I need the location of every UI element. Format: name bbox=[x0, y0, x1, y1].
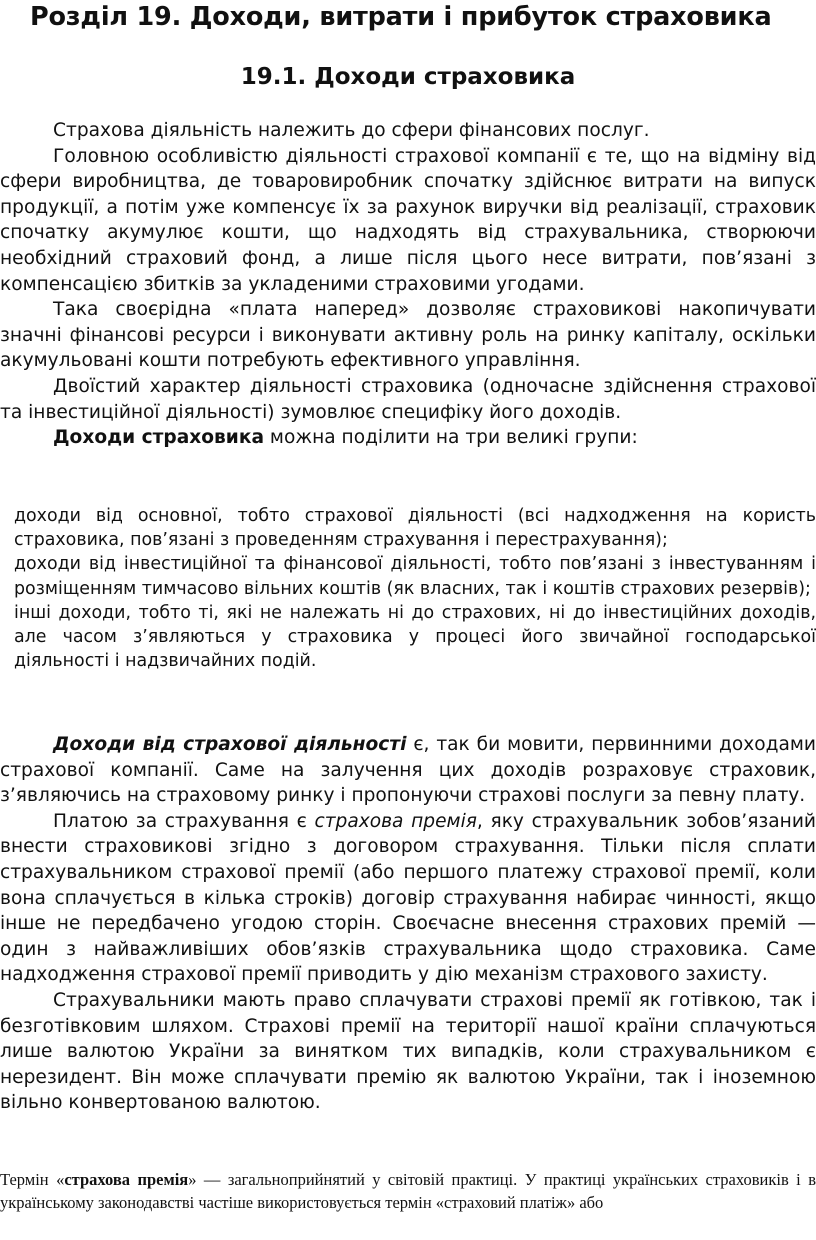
chapter-title: Розділ 19. Доходи, витрати і прибуток страховика bbox=[30, 2, 772, 32]
payment-paragraph: Страхувальники мають право сплачувати страхові премії як готівкою, так і безготівковим шляхом. Страхові премії на території нашої країни сплачуються лише валютою України за винятком тих випадків, коли страхувальником є нерезидент. Він може сплачувати премію як валютою України, так і іноземною вільно конвертованою валютою. bbox=[0, 989, 816, 1114]
groups-intro bbox=[0, 425, 816, 451]
income-groups-list bbox=[14, 504, 816, 673]
insurance-income-term: Доходи від страхової діяльності bbox=[53, 734, 407, 755]
paragraph: Така своєрідна «плата наперед» дозволяє страховикові накопичувати значні фінансові ресурси і виконувати активну роль на ринку капіталу, оскільки акумульовані кошти потребують ефективного управління. bbox=[0, 299, 816, 372]
groups-intro-bold: Доходи страховика bbox=[53, 427, 265, 449]
list-item: доходи від основної, тобто страхової діяльності (всі надходження на користь страховика, пов’язані з проведенням страхування і перестрахування); bbox=[14, 506, 816, 551]
groups-intro-rest: можна поділити на три великі групи: bbox=[264, 427, 638, 449]
intro-text bbox=[0, 118, 816, 451]
footnote-after: » — загальноприйнятий у світовій практиці. У практиці українських страховиків і в українському законодавстві частіше використовується термін «страховий платіж» або bbox=[0, 1170, 816, 1212]
premium-paragraph bbox=[0, 809, 816, 988]
premium-before: Платою за страхування є bbox=[53, 810, 315, 832]
section-title: 19.1. Доходи страховика bbox=[240, 64, 576, 90]
footnote-before: Термін « bbox=[0, 1170, 65, 1189]
paragraph: Головною особливістю діяльності страхової компанії є те, що на відміну від сфери виробництва, де товаровиробник спочатку здійснює витрати на випуск продукції, а потім уже компенсує їх за рахунок виручки від реалізації, страховик спочатку акумулює кошти, що надходять від страхувальника, створюючи необхідний страховий фонд, а лише після цього несе витрати, пов’язані з компенсацією збитків за укладеними страховими угодами. bbox=[0, 145, 816, 295]
insurance-income-paragraph bbox=[0, 732, 816, 809]
main-text bbox=[0, 732, 816, 1116]
paragraph: Страхова діяльність належить до сфери фінансових послуг. bbox=[53, 120, 650, 141]
premium-term: страхова премія bbox=[314, 810, 477, 832]
insurance-income-text: є, так би мовити, первинними доходами страхової компанії. Саме на залучення цих доходів розраховує страховик, з’являючись на страховому ринку і пропонуючи страхові послуги за певну плату. bbox=[0, 734, 816, 807]
footnote-term: страхова премія bbox=[64, 1170, 189, 1189]
premium-after: , яку страхувальник зобов’язаний внести страховикові згідно з договором страхування. Тільки після сплати страхувальником страхової премії (або першого платежу страхової премії, коли вона сплачується в кілька строків) договір страхування набирає чинності, якщо інше не передбачено угодою сторін. Своєчасне внесення страхових премій — один з найважливіших обов’язків страхувальника щодо страховика. Саме надходження страхової премії приводить у дію механізм страхового захисту. bbox=[0, 810, 816, 986]
paragraph: Двоїстий характер діяльності страховика (одночасне здійснення страхової та інвестиційної діяльності) зумовлює специфіку його доходів. bbox=[0, 375, 816, 423]
footnote bbox=[0, 1168, 816, 1214]
list-item: інші доходи, тобто ті, які не належать ні до страхових, ні до інвестиційних доходів, але часом з’являються у страховика у процесі його звичайної господарської діяльності і надзвичайних подій. bbox=[14, 602, 816, 672]
list-item: доходи від інвестиційної та фінансової діяльності, тобто пов’язані з інвестуванням і розміщенням тимчасово вільних коштів (як власних, так і коштів страхових резервів); bbox=[14, 554, 816, 599]
